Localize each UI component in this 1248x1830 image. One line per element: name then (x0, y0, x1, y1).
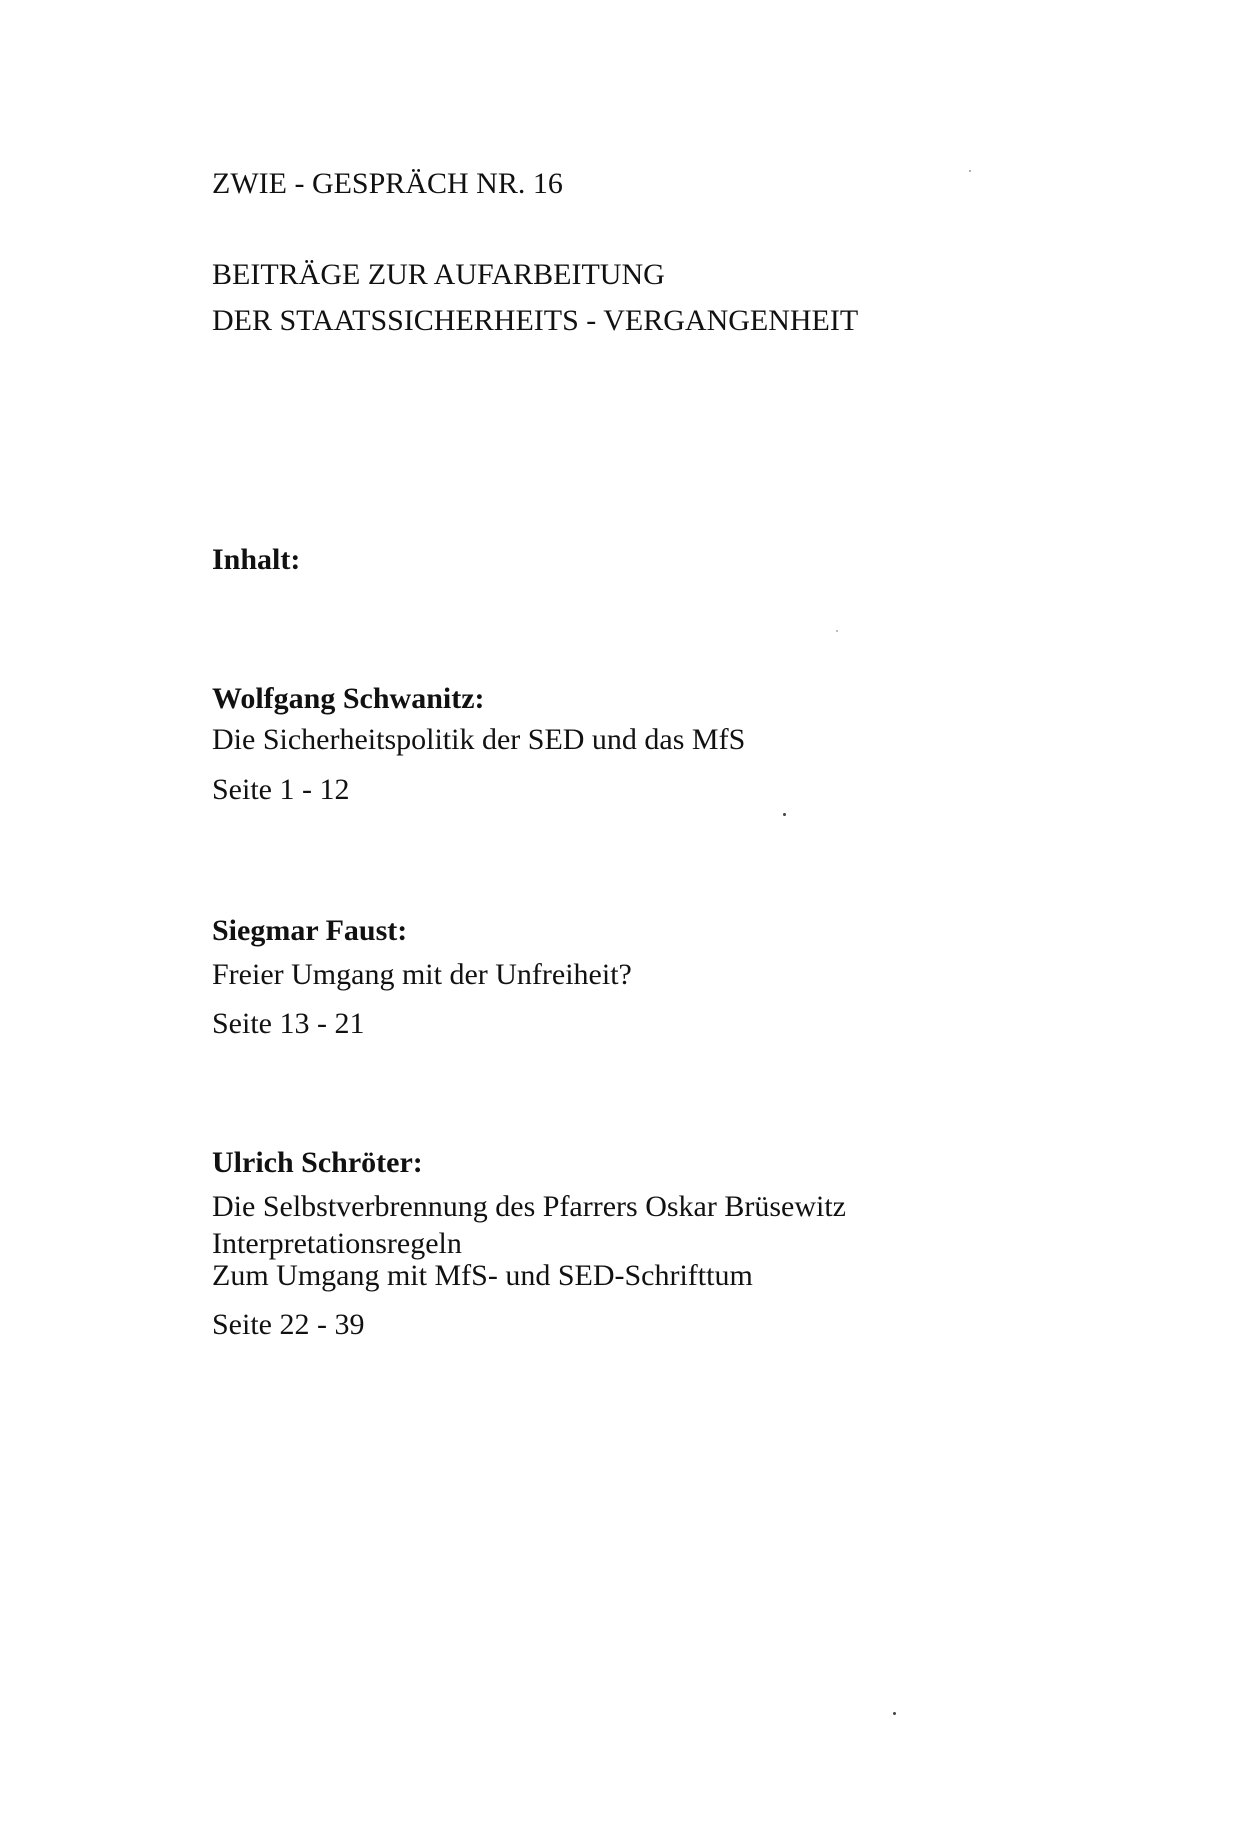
entry-pages: Seite 22 - 39 (212, 1308, 365, 1341)
scan-speck (893, 1712, 896, 1715)
entry-title: Freier Umgang mit der Unfreiheit? (212, 958, 632, 991)
entry-pages: Seite 1 - 12 (212, 773, 350, 806)
contents-heading: Inhalt: (212, 543, 301, 576)
entry-author: Ulrich Schröter: (212, 1146, 423, 1179)
entry-author: Wolfgang Schwanitz: (212, 682, 485, 715)
subtitle-line-2: DER STAATSSICHERHEITS - VERGANGENHEIT (212, 304, 859, 337)
entry-author: Siegmar Faust: (212, 914, 408, 947)
series-title: ZWIE - GESPRÄCH NR. 16 (212, 167, 563, 200)
entry-title: Die Selbstverbrennung des Pfarrers Oskar Brüsewitz (212, 1190, 846, 1223)
entry-title: Die Sicherheitspolitik der SED und das MfS (212, 723, 746, 756)
subtitle-line-1: BEITRÄGE ZUR AUFARBEITUNG (212, 258, 665, 291)
scan-speck (783, 813, 786, 816)
entry-pages: Seite 13 - 21 (212, 1007, 365, 1040)
entry-title: Interpretationsregeln (212, 1227, 462, 1260)
scan-speck (969, 170, 971, 172)
entry-title: Zum Umgang mit MfS- und SED-Schrifttum (212, 1259, 753, 1292)
scan-speck (836, 630, 838, 632)
